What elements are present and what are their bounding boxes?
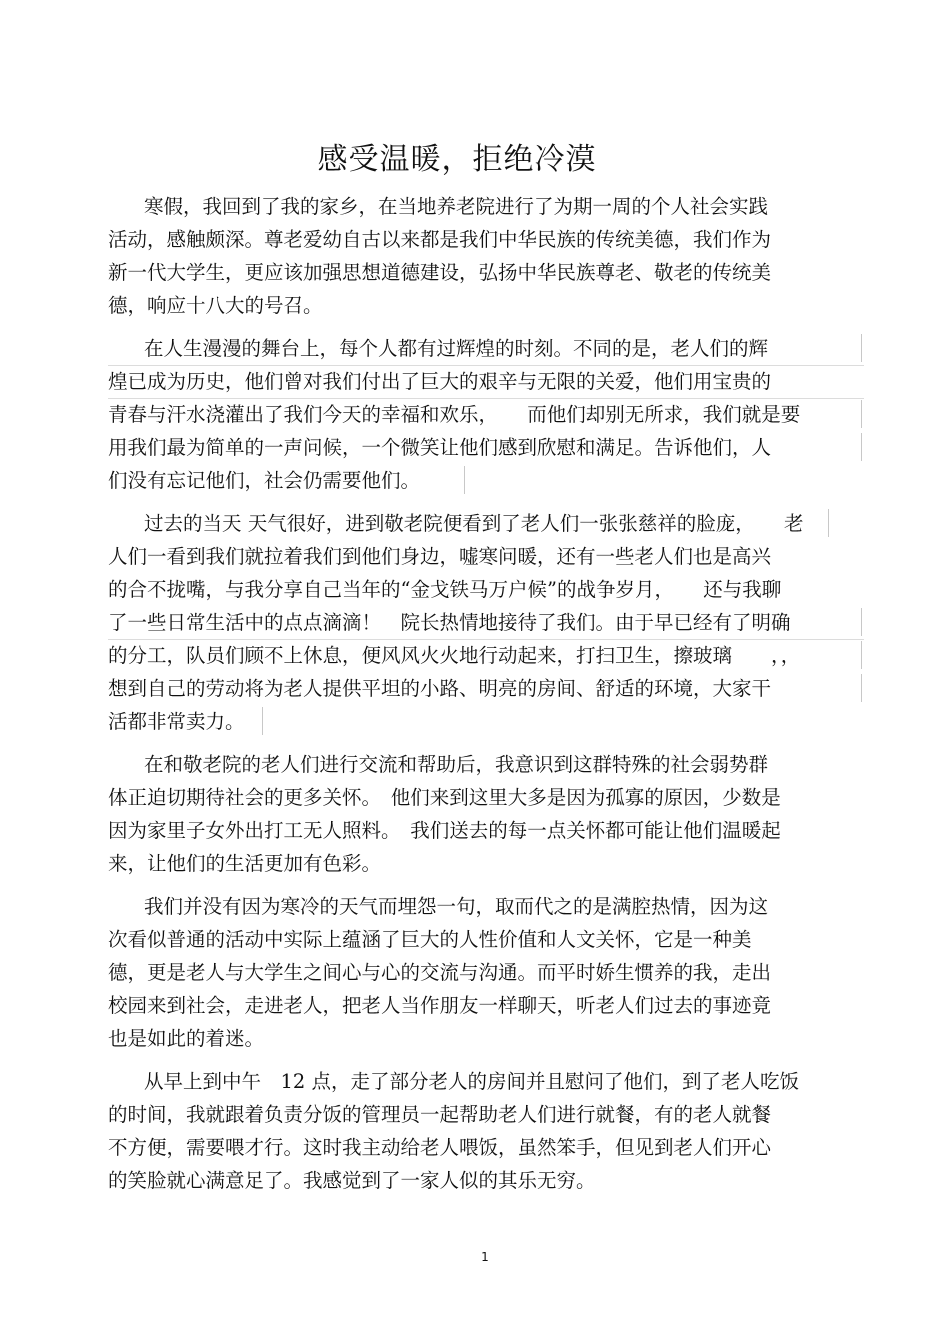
paragraph-2 xyxy=(108,332,860,497)
text-line: 新一代大学生，更应该加强思想道德建设，弘扬中华民族尊老、敬老的传统美 xyxy=(108,261,772,284)
paragraph-4 xyxy=(108,748,860,880)
divider xyxy=(828,509,829,537)
divider xyxy=(861,334,862,362)
text-line: 体正迫切期待社会的更多关怀。 他们来到这里大多是因为孤寡的原因，少数是 xyxy=(108,786,781,809)
text-line: 青春与汗水浇灌出了我们今天的幸福和欢乐， 而他们却别无所求，我们就是要 xyxy=(108,403,801,426)
text-line: 寒假，我回到了我的家乡，在当地养老院进行了为期一周的个人社会实践 xyxy=(144,195,769,218)
text-line: 了一些日常生活中的点点滴滴！ 院长热情地接待了我们。由于早已经有了明确 xyxy=(108,611,791,634)
text-line: 活都非常卖力。 xyxy=(108,710,245,733)
divider xyxy=(464,466,465,494)
paragraph-3 xyxy=(108,507,860,738)
divider xyxy=(861,608,862,636)
text-line: 的笑脸就心满意足了。我感觉到了一家人似的其乐无穷。 xyxy=(108,1169,596,1192)
text-line: 们没有忘记他们，社会仍需要他们。 xyxy=(108,469,421,492)
text-line: 也是如此的着迷。 xyxy=(108,1027,265,1050)
text-line: 过去的当天 天气很好，进到敬老院便看到了老人们一张张慈祥的脸庞， 老 xyxy=(144,512,804,535)
divider xyxy=(861,674,862,702)
text-line: 来，让他们的生活更加有色彩。 xyxy=(108,852,382,875)
page-number: 1 xyxy=(481,1250,489,1264)
page-title: 感受温暖，拒绝冷漠 xyxy=(317,142,597,177)
text-line: 在人生漫漫的舞台上，每个人都有过辉煌的时刻。不同的是，老人们的辉 xyxy=(144,337,769,360)
text-line: 在和敬老院的老人们进行交流和帮助后，我意识到这群特殊的社会弱势群 xyxy=(144,753,769,776)
divider xyxy=(861,400,862,428)
text-line: 校园来到社会，走进老人，把老人当作朋友一样聊天，听老人们过去的事迹竟 xyxy=(108,994,772,1017)
text-line xyxy=(108,365,860,398)
divider xyxy=(861,433,862,461)
text-line: 因为家里子女外出打工无人照料。 我们送去的每一点关怀都可能让他们温暖起 xyxy=(108,819,781,842)
text-line: 的时间，我就跟着负责分饭的管理员一起帮助老人们进行就餐，有的老人就餐 xyxy=(108,1103,772,1126)
text-line: 人们一看到我们就拉着我们到他们身边，嘘寒问暖，还有一些老人们也是高兴 xyxy=(108,545,772,568)
text-line: 德，响应十八大的号召。 xyxy=(108,294,323,317)
divider xyxy=(861,641,862,669)
text-segment: 煌已成为历史，他们曾对我们付出了巨大的艰辛与无限的关爱，他们用宝贵的 xyxy=(108,370,772,393)
text-line: 不方便，需要喂才行。这时我主动给老人喂饭，虽然笨手，但见到老人们开心 xyxy=(108,1136,772,1159)
text-line: 的分工，队员们顾不上休息，便风风火火地行动起来，打扫卫生，擦玻璃 ，， xyxy=(108,644,801,667)
paragraph-1 xyxy=(108,190,860,322)
divider xyxy=(262,707,263,735)
text-line: 德，更是老人与大学生之间心与心的交流与沟通。而平时娇生惯养的我，走出 xyxy=(108,961,772,984)
document-body xyxy=(108,190,860,1197)
text-line: 我们并没有因为寒冷的天气而埋怨一句，取而代之的是满腔热情，因为这 xyxy=(144,895,769,918)
paragraph-5 xyxy=(108,890,860,1055)
text-line: 的合不拢嘴，与我分享自己当年的“金戈铁马万户候”的战争岁月， 还与我聊 xyxy=(108,578,782,601)
text-line: 从早上到中午 12 点，走了部分老人的房间并且慰问了他们，到了老人吃饭 xyxy=(144,1070,800,1093)
text-line: 想到自己的劳动将为老人提供平坦的小路、明亮的房间、舒适的环境，大家干 xyxy=(108,677,772,700)
paragraph-6 xyxy=(108,1065,860,1197)
divider xyxy=(108,639,864,640)
text-line: 活动，感触颇深。尊老爱幼自古以来都是我们中华民族的传统美德，我们作为 xyxy=(108,228,772,251)
text-line: 用我们最为简单的一声问候，一个微笑让他们感到欣慰和满足。告诉他们，人 xyxy=(108,436,772,459)
text-line: 次看似普通的活动中实际上蕴涵了巨大的人性价值和人文关怀，它是一种美 xyxy=(108,928,752,951)
